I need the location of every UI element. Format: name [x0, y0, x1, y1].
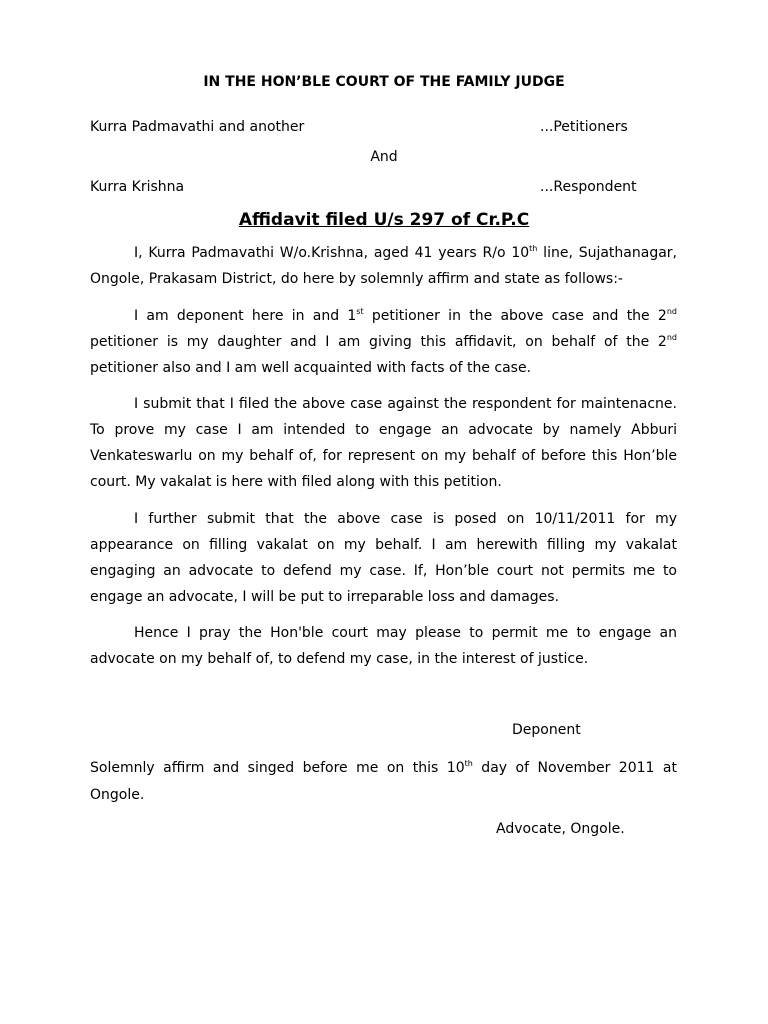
deponent-label: Deponent [512, 722, 581, 738]
respondent-role: ...Respondent [540, 179, 637, 195]
text-run: I am deponent here in and 1 [134, 308, 357, 324]
court-title: IN THE HON’BLE COURT OF THE FAMILY JUDGE [203, 74, 565, 90]
paragraph-submission: I submit that I filed the above case against the respondent for maintenacne. To prove my case I am intended to engage an advocate by namely Abburi Venkateswarlu on my behalf of, for represent on my behalf of before this Hon’ble court. My vakalat is here with filed along with this petition. [90, 396, 677, 490]
paragraph-deponent [90, 303, 677, 381]
superscript: st [356, 307, 364, 316]
text-run: day of November 2011 at Ongole. [90, 760, 677, 803]
superscript: nd [666, 307, 677, 316]
text-run: Solemnly affirm and singed before me on this 10 [90, 760, 465, 776]
solemn-affirmation [90, 755, 677, 809]
paragraph-further-submission: I further submit that the above case is posed on 10/11/2011 for my appearance on filling vakalat on my behalf. I am herewith filling my vakalat engaging an advocate to defend my case. If, Hon’ble court not permits me to engage an advocate, I will be put to irreparable loss and damages. [90, 511, 677, 605]
superscript: th [529, 244, 538, 253]
respondent-name: Kurra Krishna [90, 179, 185, 195]
text-run: petitioner is my daughter and I am giving this affidavit, on behalf of the 2 [90, 334, 667, 350]
text-run: petitioner also and I am well acquainted with facts of the case. [90, 360, 532, 376]
text-run: petitioner in the above case and the 2 [363, 308, 667, 324]
paragraph-introduction [90, 240, 677, 292]
superscript: nd [666, 333, 677, 342]
affidavit-heading: Affidavit filed U/s 297 of Cr.P.C [238, 210, 530, 230]
petitioners-name: Kurra Padmavathi and another [90, 119, 305, 135]
superscript: th [464, 759, 473, 768]
petitioners-role: ...Petitioners [540, 119, 628, 135]
advocate-label: Advocate, Ongole. [496, 821, 625, 837]
paragraph-prayer: Hence I pray the Hon'ble court may please to permit me to engage an advocate on my behalf of, to defend my case, in the interest of justice. [90, 625, 677, 667]
conjunction-and: And [370, 149, 398, 165]
text-run: line, Sujathanagar, Ongole, Prakasam District, do here by solemnly affirm and state as follows:- [90, 245, 677, 287]
text-run: I, Kurra Padmavathi W/o.Krishna, aged 41 years R/o 10 [134, 245, 530, 261]
